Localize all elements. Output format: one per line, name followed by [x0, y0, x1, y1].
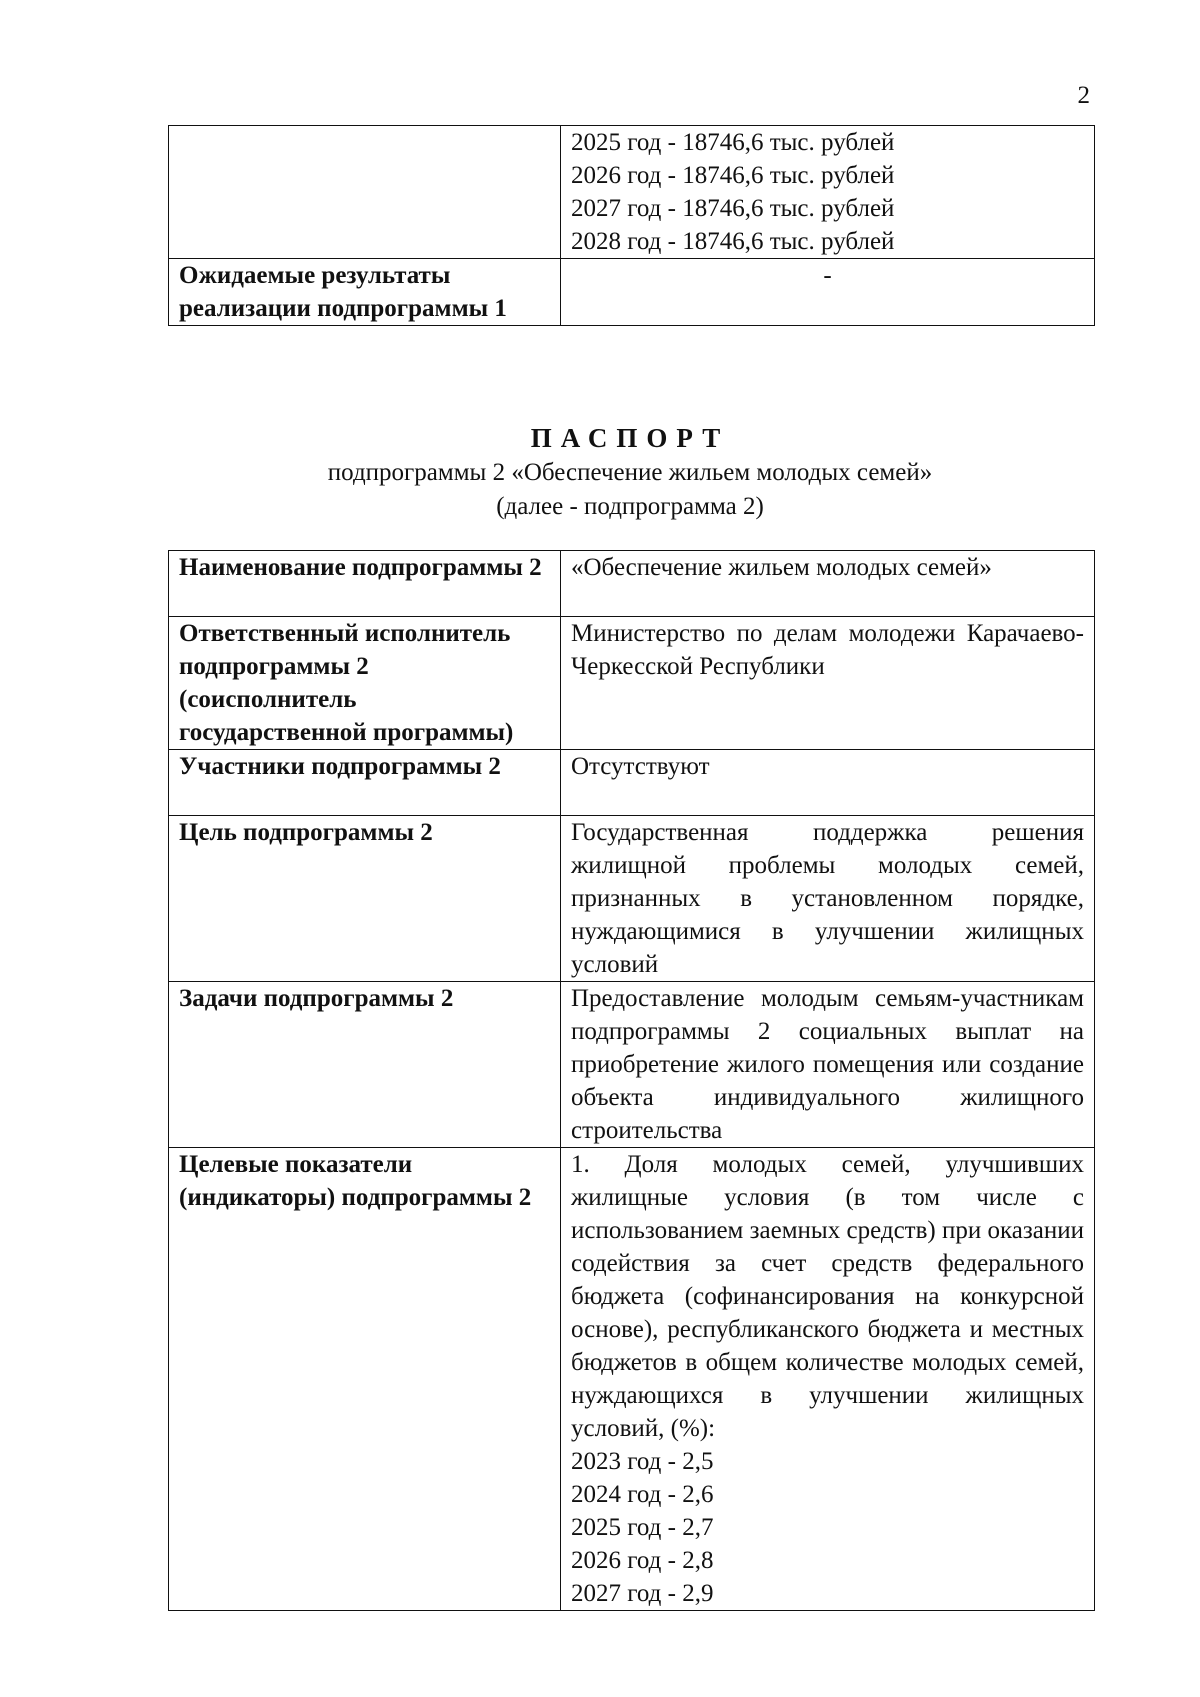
expected-results-label: Ожидаемые результаты реализации подпрограммы 1 [169, 259, 561, 326]
indicator-year-row: 2026 год - 2,8 [571, 1547, 714, 1574]
indicators-value-cell [561, 1148, 1095, 1611]
table-row [169, 259, 1095, 326]
indicator-year-row: 2025 год - 2,7 [571, 1514, 714, 1541]
name-value: «Обеспечение жильем молодых семей» [561, 551, 1095, 617]
tasks-label: Задачи подпрограммы 2 [169, 982, 561, 1148]
passport-table [168, 550, 1095, 1611]
funding-year-row: 2027 год - 18746,6 тыс. рублей [571, 195, 895, 222]
table-row [169, 617, 1095, 750]
responsible-value: Министерство по делам молодежи Карачаево-Черкесской Республики [561, 617, 1095, 750]
indicator-year-row: 2027 год - 2,9 [571, 1580, 714, 1607]
table-row [169, 126, 1095, 259]
indicator-year-row: 2023 год - 2,5 [571, 1448, 714, 1475]
funding-table-continuation [168, 125, 1095, 326]
passport-subtitle-note: (далее - подпрограмма 2) [496, 493, 764, 520]
passport-title: ПАСПОРТ [530, 423, 730, 453]
indicators-label: Целевые показатели (индикаторы) подпрограммы 2 [169, 1148, 561, 1611]
funding-year-row: 2025 год - 18746,6 тыс. рублей [571, 129, 895, 156]
funding-value-cell [561, 126, 1095, 259]
table-row [169, 551, 1095, 617]
table-row [169, 816, 1095, 982]
goal-value: Государственная поддержка решения жилищной проблемы молодых семей, признанных в установленном порядке, нуждающимися в улучшении жилищных условий [561, 816, 1095, 982]
goal-label: Цель подпрограммы 2 [169, 816, 561, 982]
name-label: Наименование подпрограммы 2 [169, 551, 561, 617]
indicators-description: 1. Доля молодых семей, улучшивших жилищные условия (в том числе с использованием заемных средств) при оказании содействия за счет средств федерального бюджета (софинансирования на конкурсной основе), республиканского бюджета и местных бюджетов в общем количестве молодых семей, нуждающихся в улучшении жилищных условий, (%): [571, 1151, 1084, 1442]
passport-subtitle: подпрограммы 2 «Обеспечение жильем молодых семей» [327, 459, 933, 486]
participants-value: Отсутствуют [561, 750, 1095, 816]
expected-results-value: - [561, 259, 1095, 326]
table-row [169, 750, 1095, 816]
responsible-label: Ответственный исполнитель подпрограммы 2 (соисполнитель государственной программы) [169, 617, 561, 750]
table-row [169, 1148, 1095, 1611]
tasks-value: Предоставление молодым семьям-участникам подпрограммы 2 социальных выплат на приобретение жилого помещения или создание объекта индивидуального жилищного строительства [561, 982, 1095, 1148]
funding-label-cell [169, 126, 561, 259]
page-number: 2 [1077, 82, 1090, 109]
participants-label: Участники подпрограммы 2 [169, 750, 561, 816]
table-row [169, 982, 1095, 1148]
indicator-year-row: 2024 год - 2,6 [571, 1481, 714, 1508]
funding-year-row: 2028 год - 18746,6 тыс. рублей [571, 228, 895, 255]
funding-year-row: 2026 год - 18746,6 тыс. рублей [571, 162, 895, 189]
